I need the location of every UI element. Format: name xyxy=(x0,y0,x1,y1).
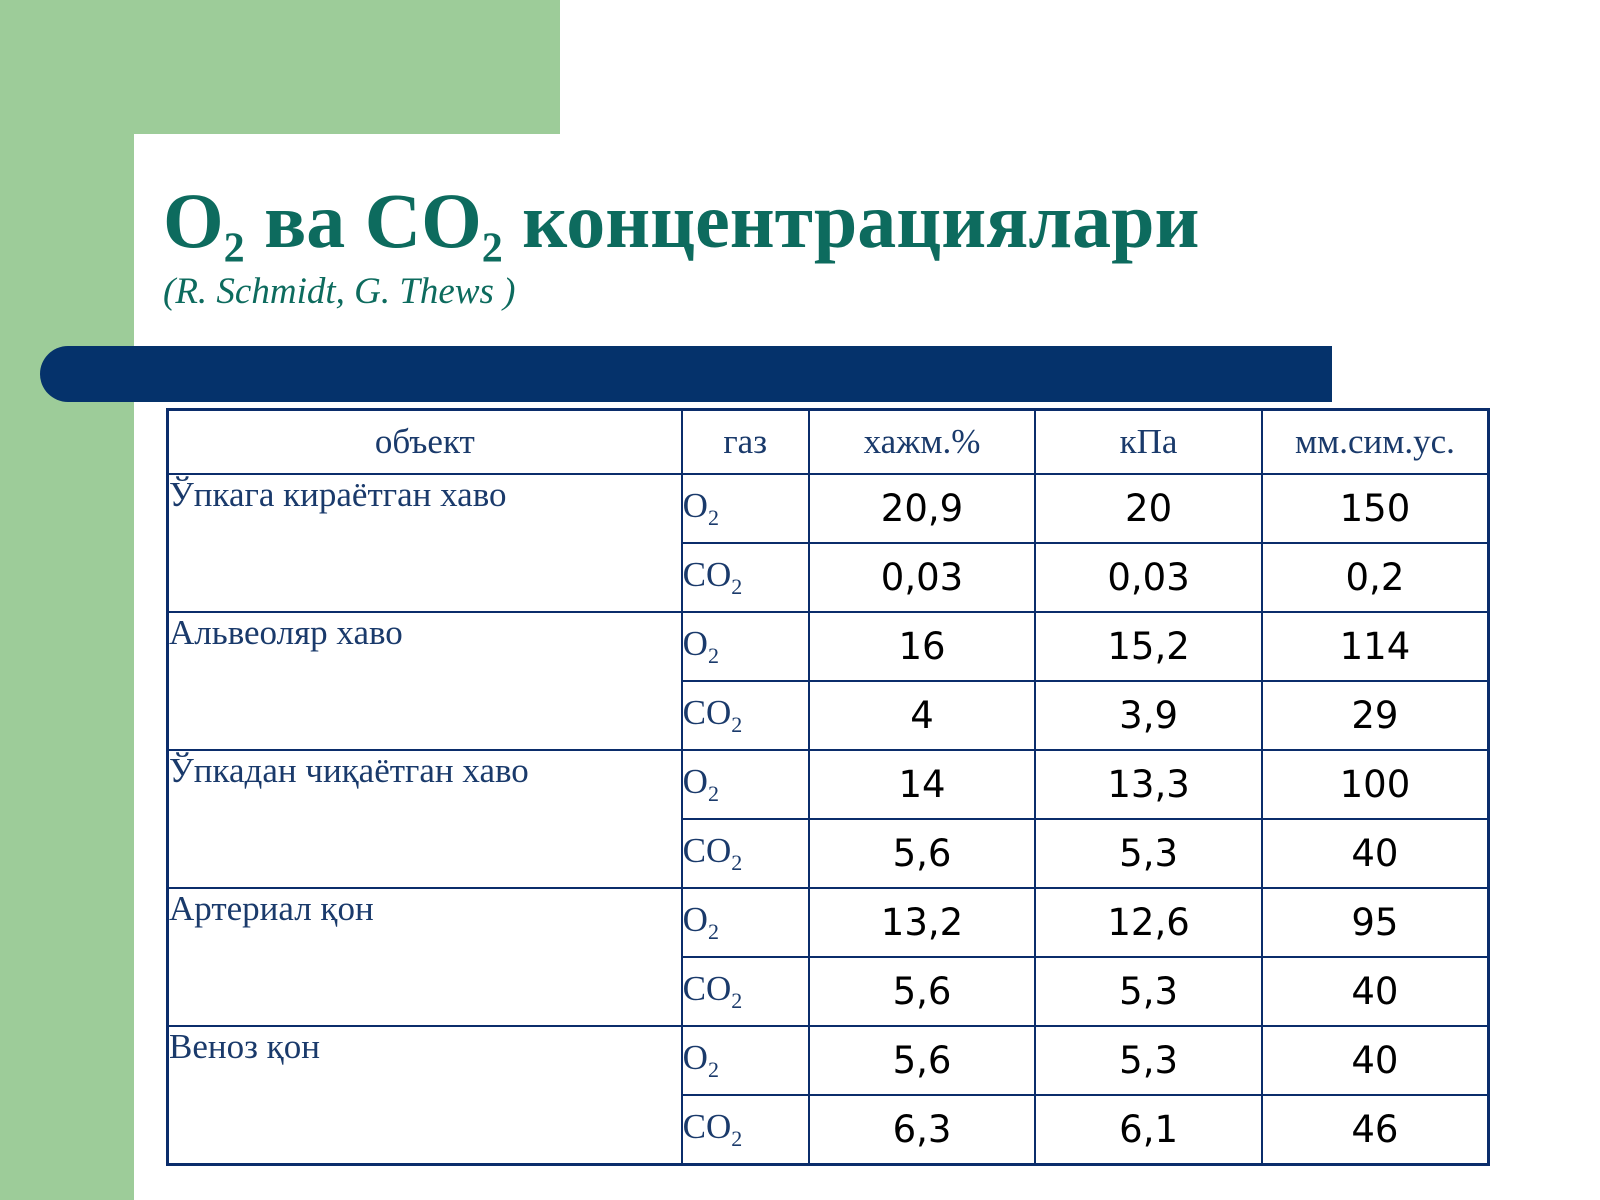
mmhg-cell: 95 xyxy=(1262,888,1489,957)
gas-cell xyxy=(682,1026,809,1095)
kpa-cell: 6,1 xyxy=(1035,1095,1262,1165)
header-mmhg: мм.сим.ус. xyxy=(1262,410,1489,475)
object-cell: Альвеоляр хаво xyxy=(168,612,682,750)
title-middle: ва xyxy=(244,177,365,264)
gas-cell xyxy=(682,957,809,1026)
mmhg-cell: 0,2 xyxy=(1262,543,1489,612)
object-cell: Артериал қон xyxy=(168,888,682,1026)
decorative-green-band-left xyxy=(0,0,134,1200)
gas-cell xyxy=(682,612,809,681)
table-body xyxy=(168,474,1489,1165)
object-cell: Веноз қон xyxy=(168,1026,682,1165)
table-row xyxy=(168,474,1489,543)
title-co2-subscript: 2 xyxy=(481,225,503,272)
gas-subscript: 2 xyxy=(707,643,719,668)
volume-percent-cell: 5,6 xyxy=(809,819,1036,888)
title-o2: O xyxy=(163,177,224,264)
header-kpa: кПа xyxy=(1035,410,1262,475)
mmhg-cell: 29 xyxy=(1262,681,1489,750)
volume-percent-cell: 20,9 xyxy=(809,474,1036,543)
kpa-cell: 3,9 xyxy=(1035,681,1262,750)
volume-percent-cell: 13,2 xyxy=(809,888,1036,957)
gas-symbol: CO xyxy=(682,969,732,1008)
gas-subscript: 2 xyxy=(731,574,743,599)
slide-subtitle-source: (R. Schmidt, G. Thews ) xyxy=(163,271,516,312)
slide-title xyxy=(163,177,1200,272)
mmhg-cell: 100 xyxy=(1262,750,1489,819)
kpa-cell: 5,3 xyxy=(1035,819,1262,888)
gas-symbol: CO xyxy=(682,831,732,870)
kpa-cell: 0,03 xyxy=(1035,543,1262,612)
gas-cell xyxy=(682,474,809,543)
gas-cell xyxy=(682,819,809,888)
gas-symbol: CO xyxy=(682,693,732,732)
kpa-cell: 5,3 xyxy=(1035,957,1262,1026)
gas-cell xyxy=(682,750,809,819)
header-gas: газ xyxy=(682,410,809,475)
kpa-cell: 13,3 xyxy=(1035,750,1262,819)
volume-percent-cell: 4 xyxy=(809,681,1036,750)
concentration-table xyxy=(166,408,1490,1166)
object-cell: Ўпкага кираётган хаво xyxy=(168,474,682,612)
mmhg-cell: 40 xyxy=(1262,1026,1489,1095)
table-row xyxy=(168,888,1489,957)
mmhg-cell: 46 xyxy=(1262,1095,1489,1165)
gas-cell xyxy=(682,543,809,612)
table-row xyxy=(168,612,1489,681)
mmhg-cell: 40 xyxy=(1262,819,1489,888)
gas-subscript: 2 xyxy=(731,1126,743,1151)
table-row xyxy=(168,750,1489,819)
gas-symbol: O xyxy=(682,762,708,801)
gas-subscript: 2 xyxy=(707,1057,719,1082)
kpa-cell: 20 xyxy=(1035,474,1262,543)
gas-subscript: 2 xyxy=(707,781,719,806)
volume-percent-cell: 5,6 xyxy=(809,957,1036,1026)
gas-cell xyxy=(682,888,809,957)
table-header-row xyxy=(168,410,1489,475)
gas-subscript: 2 xyxy=(707,919,719,944)
kpa-cell: 15,2 xyxy=(1035,612,1262,681)
gas-symbol: O xyxy=(682,486,708,525)
gas-subscript: 2 xyxy=(731,988,743,1013)
title-o2-subscript: 2 xyxy=(223,225,245,272)
table-row xyxy=(168,1026,1489,1095)
gas-subscript: 2 xyxy=(707,505,719,530)
volume-percent-cell: 6,3 xyxy=(809,1095,1036,1165)
decorative-navy-bar xyxy=(40,346,1332,402)
title-rest: концентрациялари xyxy=(502,177,1200,264)
gas-cell xyxy=(682,681,809,750)
gas-symbol: O xyxy=(682,900,708,939)
volume-percent-cell: 14 xyxy=(809,750,1036,819)
gas-subscript: 2 xyxy=(731,712,743,737)
volume-percent-cell: 16 xyxy=(809,612,1036,681)
mmhg-cell: 40 xyxy=(1262,957,1489,1026)
mmhg-cell: 150 xyxy=(1262,474,1489,543)
gas-symbol: O xyxy=(682,624,708,663)
volume-percent-cell: 0,03 xyxy=(809,543,1036,612)
gas-symbol: CO xyxy=(682,555,732,594)
header-volume-percent: хажм.% xyxy=(809,410,1036,475)
gas-cell xyxy=(682,1095,809,1165)
header-object: объект xyxy=(168,410,682,475)
gas-symbol: CO xyxy=(682,1107,732,1146)
kpa-cell: 5,3 xyxy=(1035,1026,1262,1095)
object-cell: Ўпкадан чиқаётган хаво xyxy=(168,750,682,888)
gas-symbol: O xyxy=(682,1038,708,1077)
gas-subscript: 2 xyxy=(731,850,743,875)
mmhg-cell: 114 xyxy=(1262,612,1489,681)
volume-percent-cell: 5,6 xyxy=(809,1026,1036,1095)
kpa-cell: 12,6 xyxy=(1035,888,1262,957)
title-co2: CO xyxy=(364,177,482,264)
